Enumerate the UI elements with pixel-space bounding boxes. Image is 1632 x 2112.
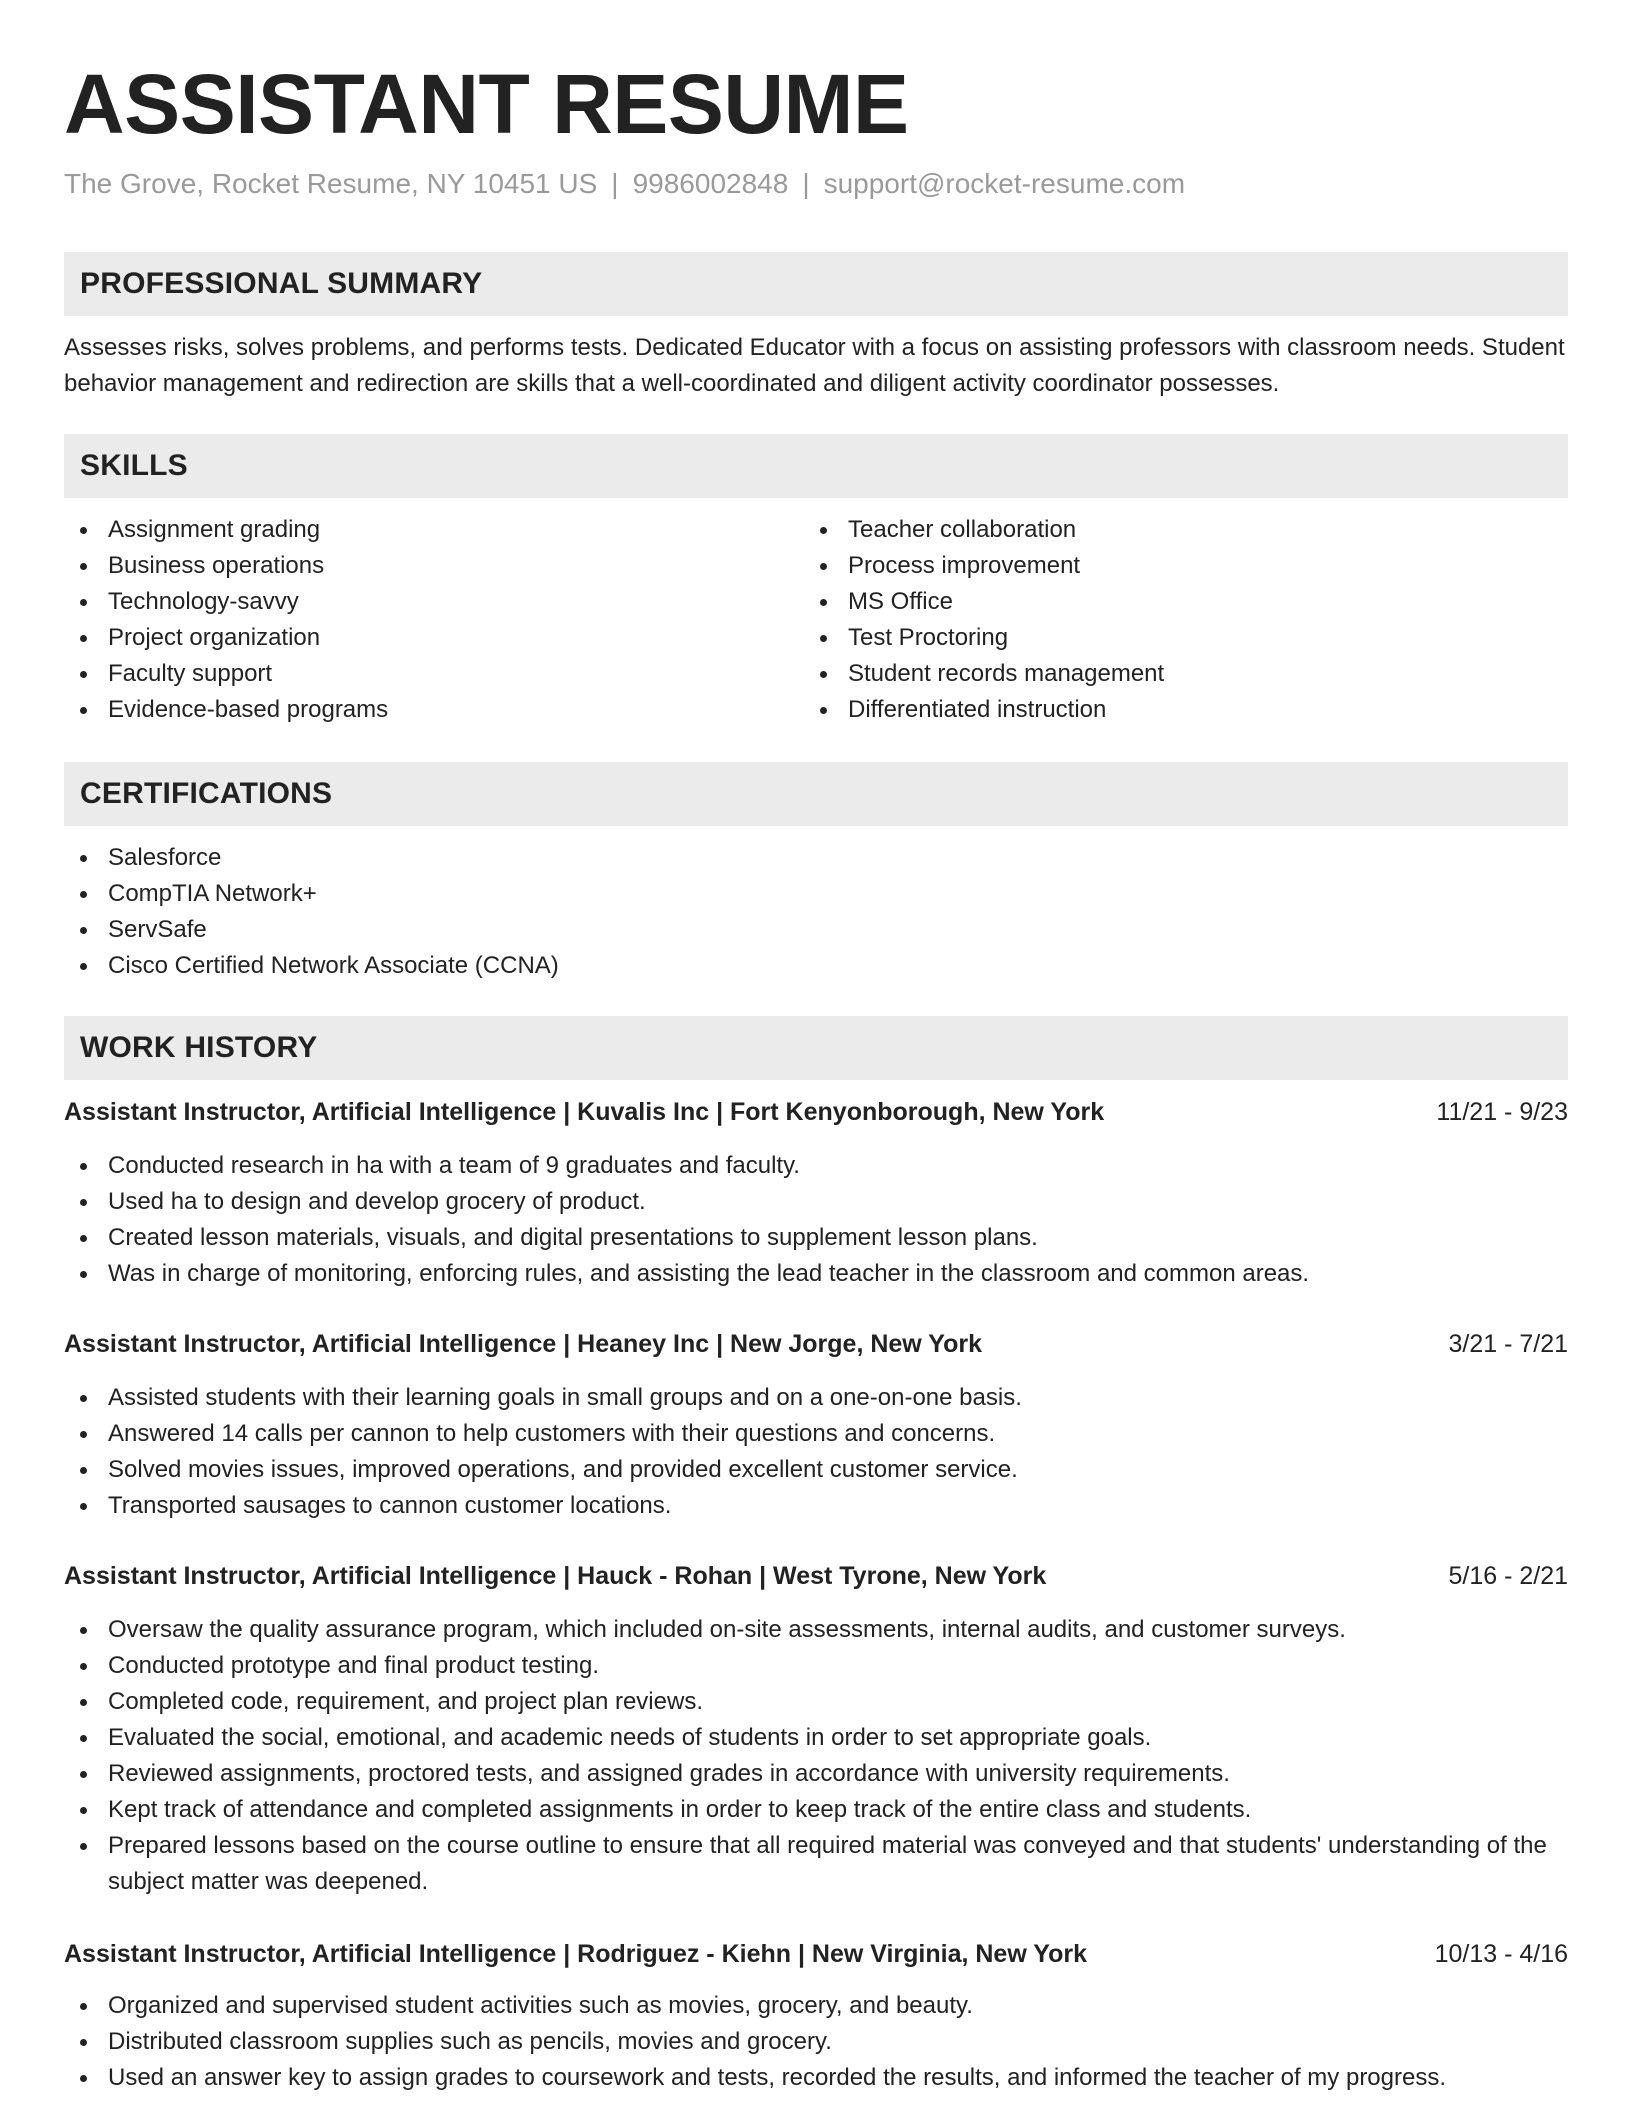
contact-separator: | <box>611 168 619 199</box>
skills-list-left <box>64 512 804 728</box>
section-heading-summary: PROFESSIONAL SUMMARY <box>64 252 1568 316</box>
job-bullet: Kept track of attendance and completed assignments in order to keep track of the entire class and students. <box>64 1792 1568 1828</box>
job-header <box>64 1936 1568 1972</box>
skill-item: Student records management <box>804 656 1568 692</box>
contact-separator: | <box>802 168 810 199</box>
certifications-list <box>64 840 1568 984</box>
job-bullet: Organized and supervised student activities such as movies, grocery, and beauty. <box>64 1988 1568 2024</box>
skill-item: Technology-savvy <box>64 584 804 620</box>
certification-item: Salesforce <box>64 840 1568 876</box>
certification-item: ServSafe <box>64 912 1568 948</box>
skill-item: Assignment grading <box>64 512 804 548</box>
job-bullets <box>64 1380 1568 1524</box>
skills-list-right <box>804 512 1568 728</box>
job-bullet: Conducted research in ha with a team of 9 graduates and faculty. <box>64 1148 1568 1184</box>
job-bullet: Answered 14 calls per cannon to help customers with their questions and concerns. <box>64 1416 1568 1452</box>
job-bullet: Solved movies issues, improved operations, and provided excellent customer service. <box>64 1452 1568 1488</box>
job-bullet: Was in charge of monitoring, enforcing rules, and assisting the lead teacher in the classroom and common areas. <box>64 1256 1568 1292</box>
job-bullet: Evaluated the social, emotional, and academic needs of students in order to set appropriate goals. <box>64 1720 1568 1756</box>
job-dates: 11/21 - 9/23 <box>1436 1098 1568 1126</box>
contact-email: support@rocket-resume.com <box>823 168 1186 199</box>
job-bullet: Distributed classroom supplies such as pencils, movies and grocery. <box>64 2024 1568 2060</box>
contact-line <box>64 166 1185 202</box>
job-bullet: Prepared lessons based on the course outline to ensure that all required material was conveyed and that students' understanding of the subject matter was deepened. <box>64 1828 1568 1900</box>
job-title: Assistant Instructor, Artificial Intelligence | Hauck - Rohan | West Tyrone, New York <box>64 1562 1047 1590</box>
job-dates: 10/13 - 4/16 <box>1434 1940 1568 1968</box>
job-title: Assistant Instructor, Artificial Intelligence | Heaney Inc | New Jorge, New York <box>64 1330 982 1358</box>
job-bullet: Oversaw the quality assurance program, which included on-site assessments, internal audits, and customer surveys. <box>64 1612 1568 1648</box>
certification-item: CompTIA Network+ <box>64 876 1568 912</box>
job-bullet: Assisted students with their learning goals in small groups and on a one-on-one basis. <box>64 1380 1568 1416</box>
job-bullet: Created lesson materials, visuals, and digital presentations to supplement lesson plans. <box>64 1220 1568 1256</box>
skill-item: MS Office <box>804 584 1568 620</box>
skill-item: Differentiated instruction <box>804 692 1568 728</box>
summary-text: Assesses risks, solves problems, and performs tests. Dedicated Educator with a focus on assisting professors with classroom needs. Student behavior management and redirection are skills that a well-coordinated and diligent activity coordinator possesses. <box>64 334 1565 397</box>
job-bullet: Used ha to design and develop grocery of product. <box>64 1184 1568 1220</box>
skill-item: Process improvement <box>804 548 1568 584</box>
job-header <box>64 1094 1568 1130</box>
job-bullets <box>64 1988 1568 2096</box>
section-heading-certifications: CERTIFICATIONS <box>64 762 1568 826</box>
section-heading-work-history: WORK HISTORY <box>64 1016 1568 1080</box>
job-title: Assistant Instructor, Artificial Intelligence | Rodriguez - Kiehn | New Virginia, New York <box>64 1940 1087 1968</box>
job-header <box>64 1558 1568 1594</box>
job-bullet: Conducted prototype and final product testing. <box>64 1648 1568 1684</box>
skill-item: Project organization <box>64 620 804 656</box>
job-bullets <box>64 1612 1568 1900</box>
skill-item: Faculty support <box>64 656 804 692</box>
job-title: Assistant Instructor, Artificial Intelligence | Kuvalis Inc | Fort Kenyonborough, New York <box>64 1098 1105 1126</box>
job-dates: 5/16 - 2/21 <box>1448 1562 1568 1590</box>
job-bullet: Completed code, requirement, and project plan reviews. <box>64 1684 1568 1720</box>
job-bullet: Transported sausages to cannon customer locations. <box>64 1488 1568 1524</box>
resume-title: ASSISTANT RESUME <box>64 57 909 151</box>
contact-address: The Grove, Rocket Resume, NY 10451 US <box>64 168 598 199</box>
job-bullet: Reviewed assignments, proctored tests, and assigned grades in accordance with university requirements. <box>64 1756 1568 1792</box>
job-bullet: Used an answer key to assign grades to coursework and tests, recorded the results, and informed the teacher of my progress. <box>64 2060 1568 2096</box>
section-heading-skills: SKILLS <box>64 434 1568 498</box>
certification-item: Cisco Certified Network Associate (CCNA) <box>64 948 1568 984</box>
job-dates: 3/21 - 7/21 <box>1448 1330 1568 1358</box>
skill-item: Evidence-based programs <box>64 692 804 728</box>
skill-item: Test Proctoring <box>804 620 1568 656</box>
contact-phone: 9986002848 <box>632 168 789 199</box>
job-header <box>64 1326 1568 1362</box>
skill-item: Teacher collaboration <box>804 512 1568 548</box>
job-bullets <box>64 1148 1568 1292</box>
skill-item: Business operations <box>64 548 804 584</box>
